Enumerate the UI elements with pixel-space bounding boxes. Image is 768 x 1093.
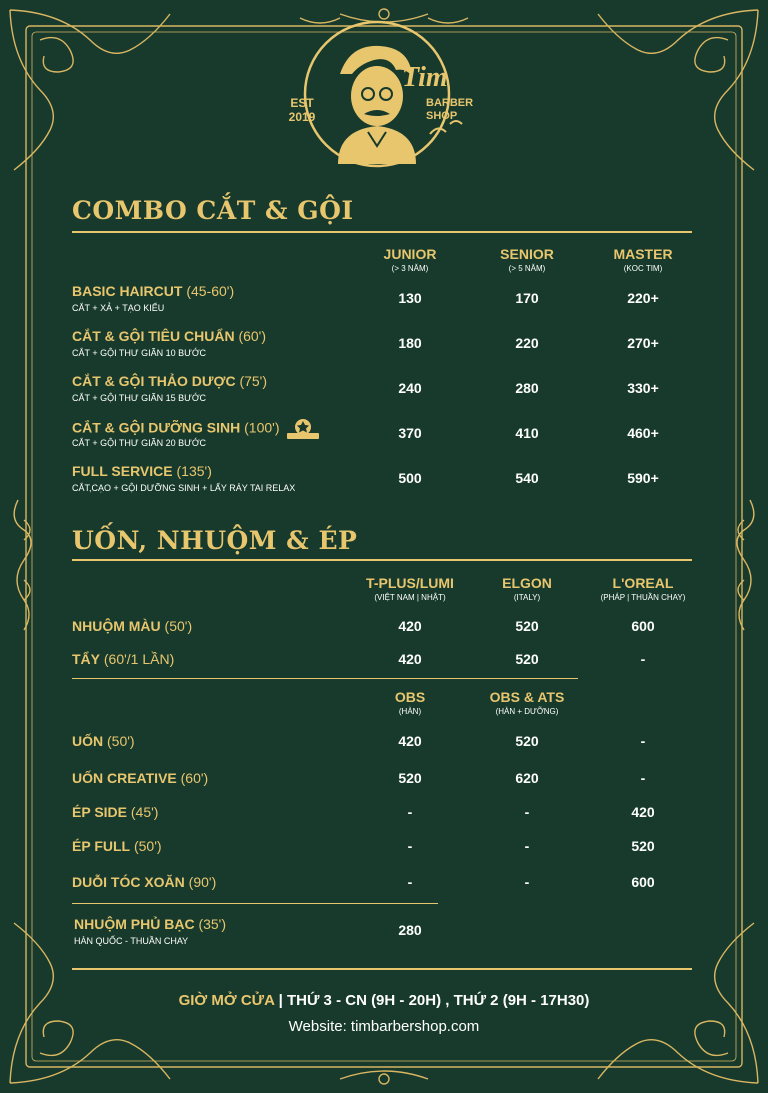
col-label: SENIOR [500,246,554,262]
subsection-divider [72,678,578,679]
combo-title-divider [72,231,692,233]
service-duration: (75') [235,373,268,389]
col-label: OBS & ATS [489,689,565,705]
col-sub: (ITALY) [513,593,541,602]
price-master: 460+ [627,425,659,441]
price-senior: 170 [515,290,539,306]
service-duration: (60') [234,328,267,344]
color-section-title: UỐN, NHUỘM & ÉP [72,526,358,555]
price-col3: 600 [631,618,655,634]
col-sub: (HÀN) [398,707,422,716]
price-col2: - [524,874,530,890]
price-col1: - [407,874,413,890]
color-col-obs-ats [462,689,592,716]
price-col3: 600 [631,874,655,890]
service-title: NHUỘM PHỦ BẠC [74,916,195,932]
service-duration: (50') [103,733,135,749]
price-junior: 240 [398,380,422,396]
price-col1: 420 [398,618,422,634]
service-description: CẮT + GỘI THƯ GIÃN 15 BƯỚC [72,393,207,403]
service-title: TẨY [72,651,100,667]
service-description: HÀN QUỐC - THUẦN CHAY [74,936,189,946]
col-label: OBS [394,689,426,705]
brand-sub-line1: BARBER [426,97,474,109]
color-col-elgon [462,575,592,602]
barber-logo-illustration [280,14,500,174]
price-col3: - [640,651,646,667]
service-name [72,838,162,854]
brand-sub-line2: SHOP [426,110,458,122]
col-sub: (VIỆT NAM | NHẬT) [374,593,446,602]
service-title: CẮT & GỘI TIÊU CHUẨN [72,328,235,344]
service-title: NHUỘM MÀU [72,618,161,634]
price-col2: 520 [515,733,539,749]
service-name [72,418,321,440]
col-sub: (HÀN + DƯỠNG) [495,707,559,716]
col-label: L'OREAL [612,575,674,591]
price-col3: - [640,733,646,749]
col-sub: (PHÁP | THUẦN CHAY) [600,593,686,602]
color-title-divider [72,559,692,561]
price-master: 220+ [627,290,659,306]
service-duration: (60') [176,770,209,786]
service-title: CẮT & GỘI DƯỠNG SINH [72,419,241,436]
price-col2: 520 [515,651,539,667]
opening-hours-label: GIỜ MỞ CỬA [178,992,275,1009]
col-label: T-PLUS/LUMI [366,575,454,591]
service-name [74,916,226,932]
opening-hours-value: THỨ 3 - CN (9H - 20H) , THỨ 2 (9H - 17H30) [286,992,590,1009]
extra-divider [72,903,438,904]
price-col3: 420 [631,804,655,820]
col-label: ELGON [502,575,552,591]
color-col-loreal [578,575,708,602]
price-junior: 130 [398,290,422,306]
brand-subtitle [426,97,473,123]
service-name [72,804,158,820]
service-duration: (90') [184,874,217,890]
service-name [72,874,216,890]
price-master: 590+ [627,470,659,486]
service-description: CẮT + XẢ + TẠO KIỂU [72,303,165,313]
price-master: 330+ [627,380,659,396]
price-col2: 620 [515,770,539,786]
website-link[interactable]: Website: timbarbershop.com [288,1018,480,1035]
service-title: FULL SERVICE [72,463,173,479]
price-col3: - [640,770,646,786]
combo-col-master [578,246,708,273]
service-title: ÉP SIDE [72,804,127,820]
service-duration: (100') [240,419,280,436]
color-col-obs [345,689,475,716]
service-title: BASIC HAIRCUT [72,283,183,299]
service-title: ÉP FULL [72,838,131,854]
price-senior: 540 [515,470,539,486]
color-col-tplus [345,575,475,602]
service-name [72,373,267,389]
col-sub: (KOC TIM) [623,264,663,273]
service-title: UỐN [72,733,104,749]
service-description: CẮT,CẠO + GỘI DƯỠNG SINH + LẤY RÁY TAI RELAX [72,483,296,493]
established-year [285,96,319,124]
est-label: EST [290,96,314,110]
service-title: UỐN CREATIVE [72,770,177,786]
price-master: 270+ [627,335,659,351]
price-junior: 180 [398,335,422,351]
opening-hours [0,992,768,1009]
combo-section-title: COMBO CẮT & GỘI [72,196,354,225]
best-seller-badge-icon [285,418,321,440]
est-year: 2019 [288,110,316,124]
service-description: CẮT + GỘI THƯ GIÃN 20 BƯỚC [72,438,207,448]
price-junior: 500 [398,470,422,486]
col-label: JUNIOR [383,246,437,262]
service-name [72,618,192,634]
col-sub: (> 3 NĂM) [391,264,429,273]
price-col2: - [524,838,530,854]
price-col2: 520 [515,618,539,634]
brand-name: Tim [402,62,448,93]
service-name [72,463,212,479]
service-title: DUỖI TÓC XOĂN [72,874,185,890]
service-duration: (50') [160,618,193,634]
col-label: MASTER [613,246,673,262]
price-senior: 220 [515,335,539,351]
service-name [72,770,208,786]
service-duration: (60'/1 LẦN) [100,651,175,667]
price-senior: 410 [515,425,539,441]
price-col1: 280 [398,922,422,938]
separator: | [278,992,283,1009]
service-duration: (45-60') [182,283,235,299]
combo-col-senior [462,246,592,273]
price-col1: - [407,838,413,854]
service-name [72,733,135,749]
price-col1: 520 [398,770,422,786]
service-duration: (135') [172,463,212,479]
service-name [72,651,174,667]
col-sub: (> 5 NĂM) [508,264,546,273]
service-duration: (45') [127,804,159,820]
service-duration: (35') [194,916,227,932]
price-col2: - [524,804,530,820]
service-title: CẮT & GỘI THẢO DƯỢC [72,373,236,389]
price-col1: 420 [398,733,422,749]
service-name [72,283,234,299]
service-description: CẮT + GỘI THƯ GIÃN 10 BƯỚC [72,348,207,358]
service-name [72,328,266,344]
price-col1: - [407,804,413,820]
service-duration: (50') [130,838,162,854]
price-col1: 420 [398,651,422,667]
price-col3: 520 [631,838,655,854]
price-junior: 370 [398,425,422,441]
price-senior: 280 [515,380,539,396]
footer-divider [72,968,692,970]
combo-col-junior [345,246,475,273]
